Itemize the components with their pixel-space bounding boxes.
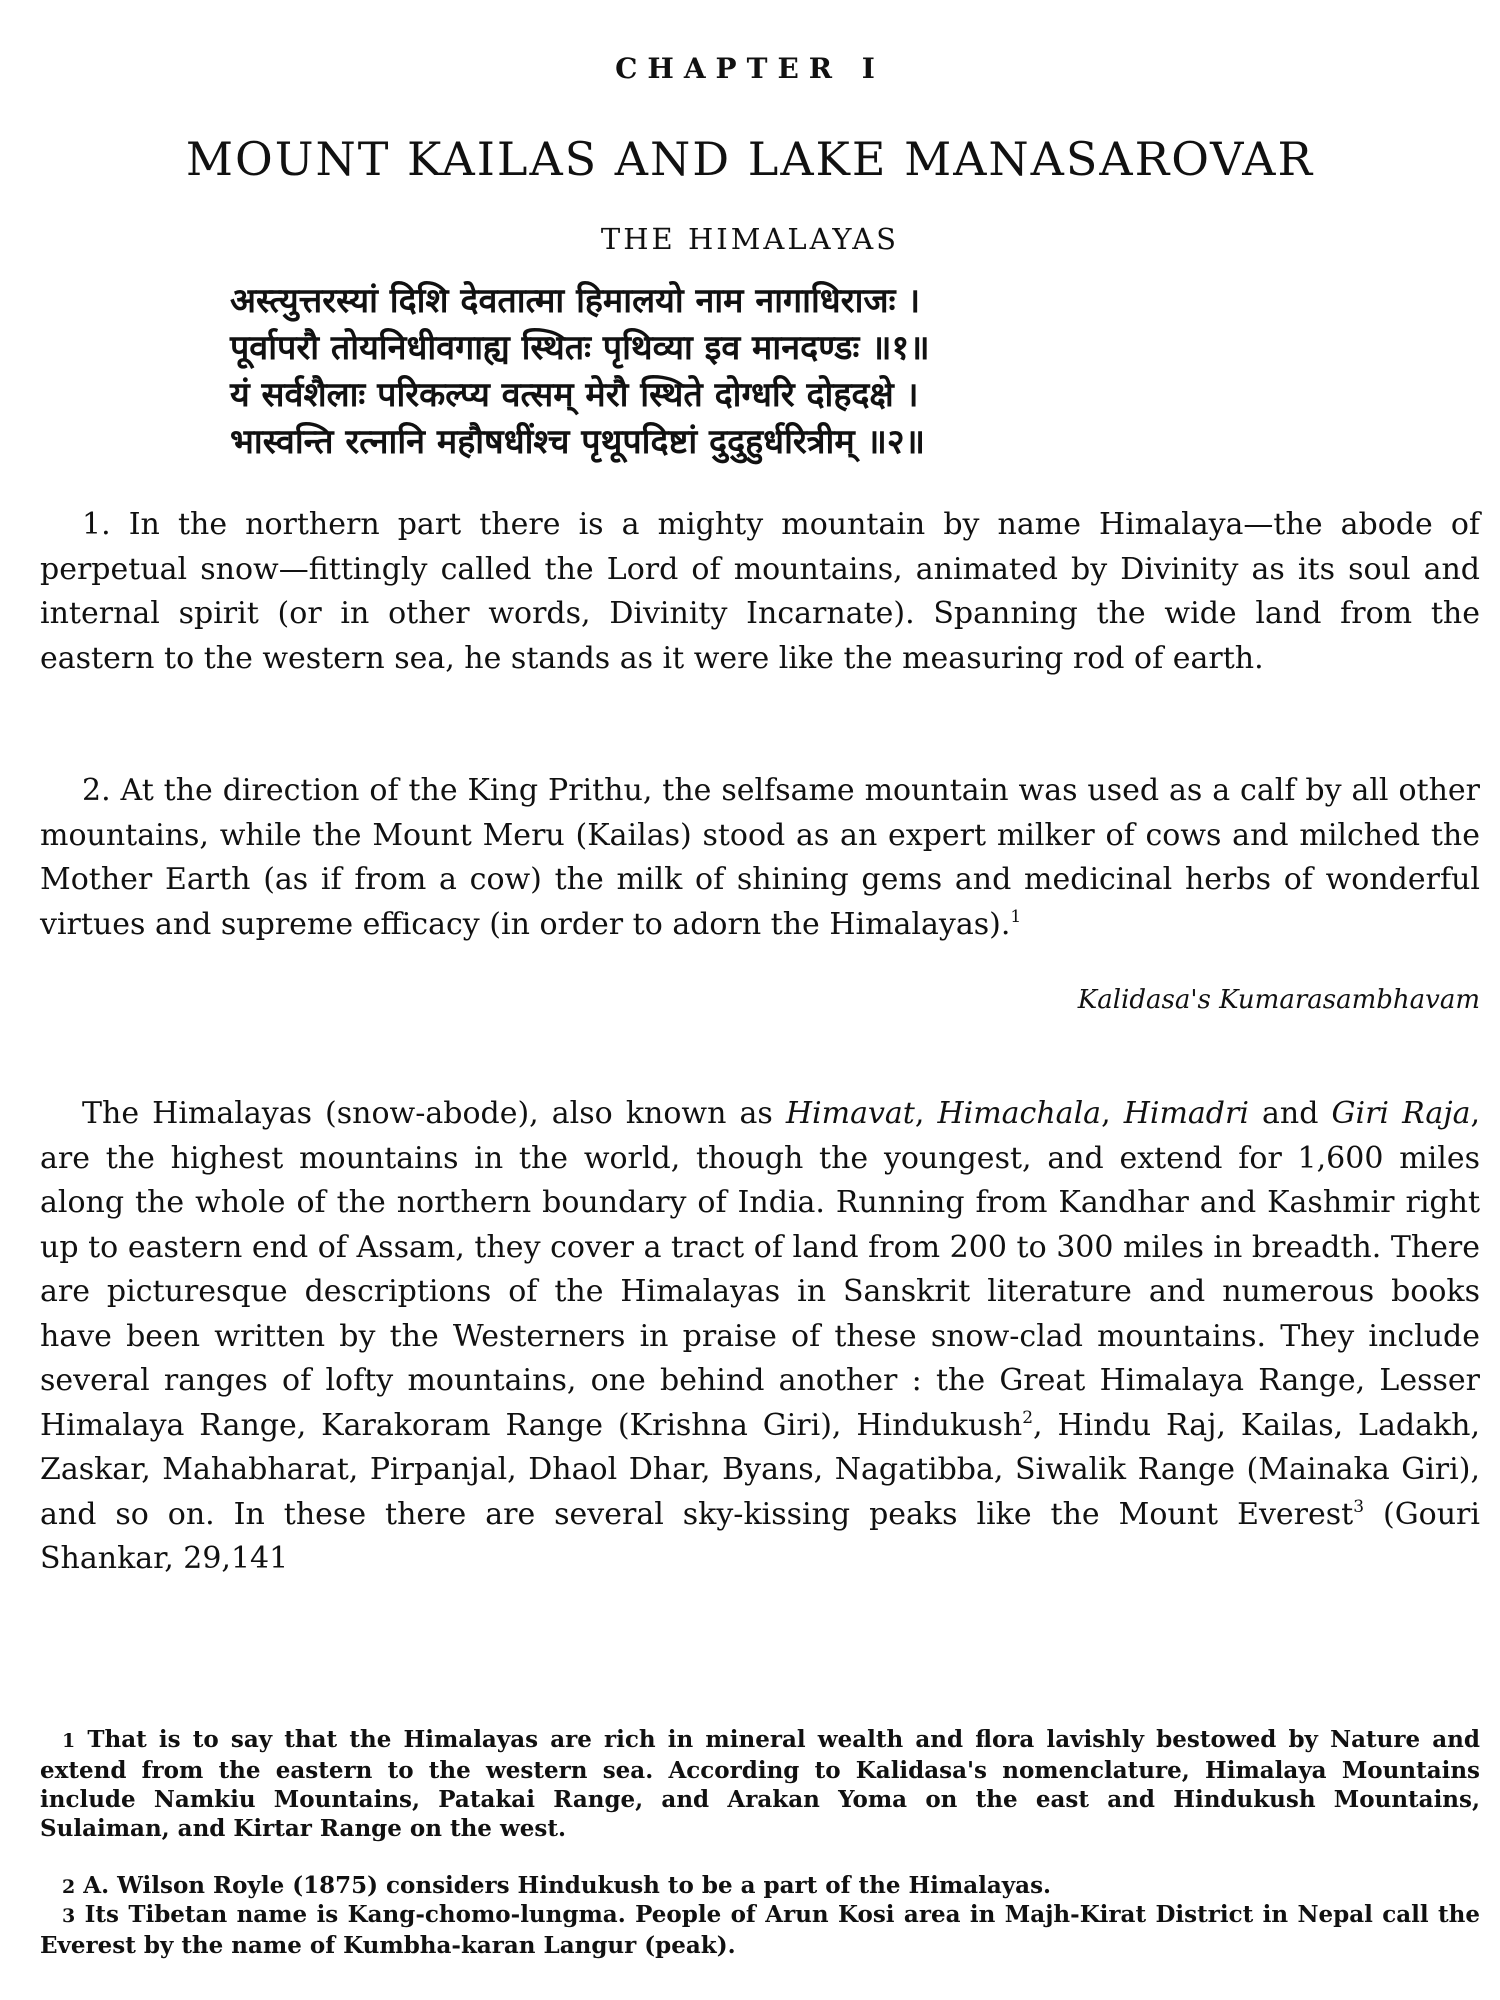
alt-name: Himadri: [1123, 1096, 1249, 1131]
footnote-number: 1: [62, 1730, 76, 1752]
chapter-label: CHAPTER I: [615, 52, 885, 85]
alt-name: Himachala: [937, 1096, 1102, 1131]
translation-paragraph-1: [40, 503, 1480, 681]
footnote-text: Its Tibetan name is Kang-chomo-lungma. People of Arun Kosi area in Majh-Kirat District in Nepal call the Everest by the name of Kumbha-karan Langur (peak).: [40, 1901, 1480, 1959]
footnote-1: [40, 1725, 1480, 1843]
footnote-text: A. Wilson Royle (1875) considers Hindukush to be a part of the Himalayas.: [83, 1872, 1052, 1899]
footnote-ref: 2: [1022, 1407, 1034, 1428]
footnote-number: 3: [62, 1905, 76, 1927]
body-text: , are the highest mountains in the world, though the youngest, and extend for 1,600 miles along the whole of the northern boundary of India. Running from Kandhar and Kashmir right up to eastern end of Assam, they cover a tract of land from 200 to 300 miles in breadth. There are picturesque descriptions of the Himalayas in Sanskrit literature and numerous books have been written by the Westerners in praise of these snow-clad mountains. They include several ranges of lofty mountains, one behind another : the Great Himalaya Range, Lesser Himalaya Range, Karakoram Range (Krishna Giri), Hindukush: [40, 1096, 1480, 1443]
sanskrit-verse: [230, 278, 1280, 466]
body-text: ,: [914, 1096, 938, 1131]
verse-line: भास्वन्ति रत्नानि महौषधींश्च पृथूपदिष्टां दुदुहुर्धरित्रीम् ॥२॥: [230, 422, 925, 462]
body-text: , Hindu Raj, Kailas, Ladakh, Zaskar, Mahabharat, Pirpanjal, Dhaol Dhar, Byans, Nagatibba, Siwalik Range (Mainaka Giri), and so on. In these there are several sky-kissing peaks like the Mount Everest: [40, 1407, 1480, 1532]
translation-text-1: 1. In the northern part there is a mighty mountain by name Himalaya—the abode of perpetual snow—fittingly called the Lord of mountains, animated by Divinity as its soul and internal spirit (or in other words, Divinity Incarnate). Spanning the wide land from the eastern to the western sea, he stands as it were like the measuring rod of earth.: [40, 507, 1480, 676]
footnote-ref: 1: [1010, 906, 1022, 927]
footnote-3: [40, 1900, 1480, 1960]
verse-line: अस्त्युत्तरस्यां दिशि देवतात्मा हिमालयो नाम नागाधिराजः ।: [230, 281, 921, 321]
footnote-ref: 3: [1353, 1496, 1365, 1517]
verse-line: पूर्वापरौ तोयनिधीवगाह्य स्थितः पृथिव्या इव मानदण्डः ॥१॥: [230, 328, 930, 368]
body-text: The Himalayas (snow-abode), also known as: [82, 1096, 786, 1131]
body-text: ,: [1101, 1096, 1124, 1131]
footnote-text: That is to say that the Himalayas are rich in mineral wealth and flora lavishly bestowed by Nature and extend from the eastern to the western sea. According to Kalidasa's nomenclature, Himalaya Mountains include Namkiu Mountains, Patakai Range, and Arakan Yoma on the east and Hindukush Mountains, Sulaiman, and Kirtar Range on the west.: [40, 1726, 1480, 1842]
footnote-2: [40, 1871, 1480, 1902]
body-paragraph: [40, 1092, 1480, 1582]
alt-name: Giri Raja: [1331, 1096, 1471, 1131]
translation-paragraph-2: [40, 769, 1480, 947]
body-text: and: [1248, 1096, 1332, 1131]
body-text: (Gouri Shankar, 29,141: [40, 1496, 1480, 1576]
section-subtitle: THE HIMALAYAS: [600, 222, 900, 256]
alt-name: Himavat: [785, 1096, 915, 1131]
chapter-title: MOUNT KAILAS AND LAKE MANASAROVAR: [185, 132, 1315, 186]
translation-text-2: 2. At the direction of the King Prithu, the selfsame mountain was used as a calf by all other mountains, while the Mount Meru (Kailas) stood as an expert milker of cows and milched the Mother Earth (as if from a cow) the milk of shining gems and medicinal herbs of wonderful virtues and supreme efficacy (in order to adorn the Himalayas).: [40, 773, 1480, 942]
verse-line: यं सर्वशैलाः परिकल्प्य वत्सम् मेरौ स्थिते दोग्धरि दोहदक्षे ।: [230, 375, 919, 415]
verse-attribution: Kalidasa's Kumarasambhavam: [1077, 985, 1480, 1015]
footnote-number: 2: [62, 1876, 76, 1898]
